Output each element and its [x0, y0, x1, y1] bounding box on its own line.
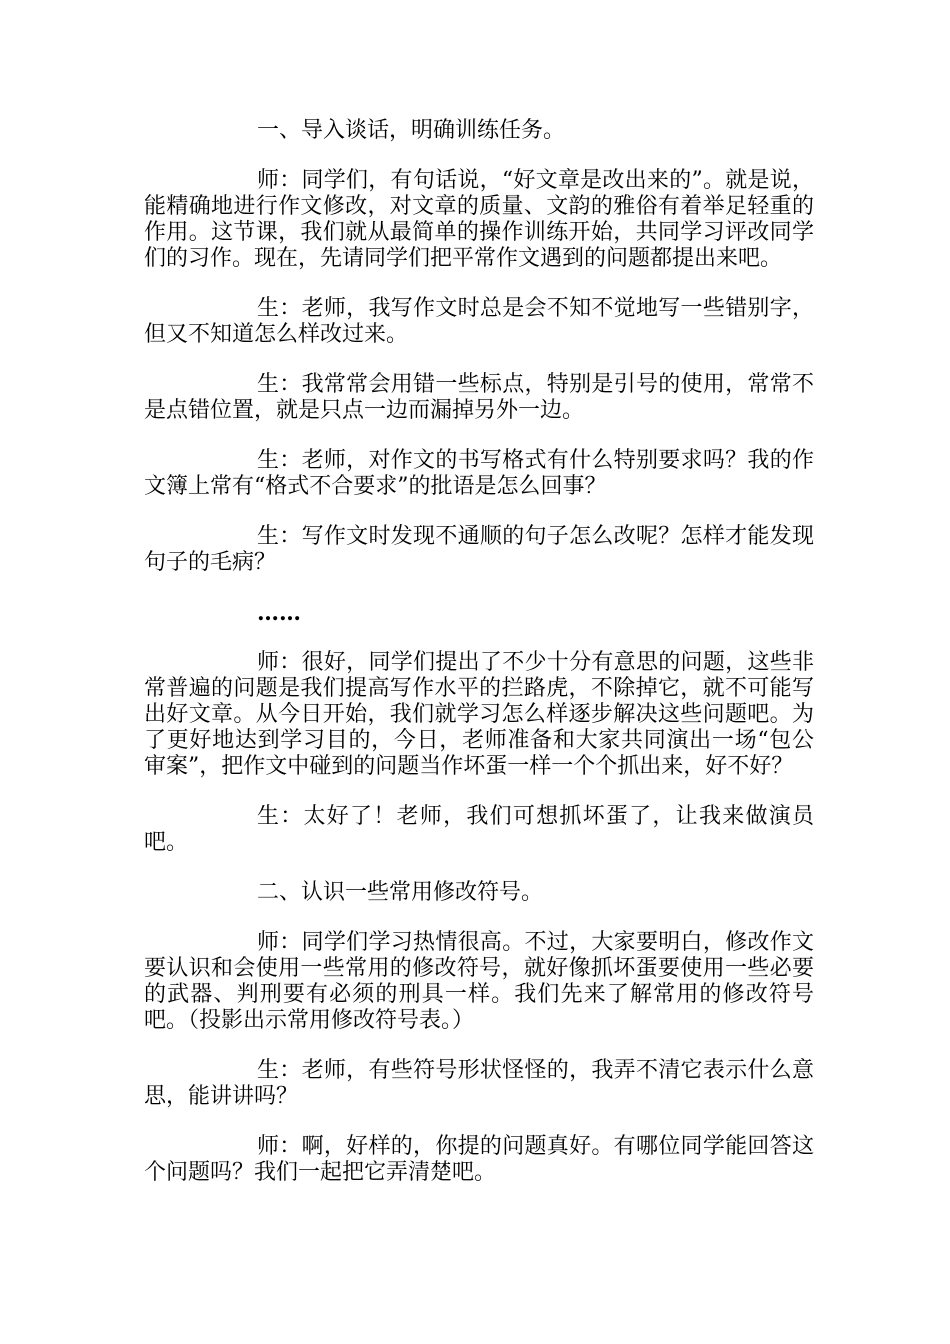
dialogue-paragraph: 生：太好了！老师，我们可想抓坏蛋了，让我来做演员吧。: [144, 804, 814, 855]
ellipsis: ……: [257, 600, 301, 626]
dialogue-paragraph: 生：老师，对作文的书写格式有什么特别要求吗？我的作文簿上常有“格式不合要求”的批语是怎么回事？: [144, 448, 814, 499]
dialogue-paragraph: 师：啊，好样的，你提的问题真好。有哪位同学能回答这个问题吗？我们一起把它弄清楚吧。: [144, 1134, 814, 1185]
dialogue-paragraph: 师：同学们学习热情很高。不过，大家要明白，修改作文要认识和会使用一些常用的修改符号，就好像抓坏蛋要使用一些必要的武器、判刑要有必须的刑具一样。我们先来了解常用的修改符号吧。（投影出示常用修改符号表。）: [144, 930, 814, 1033]
dialogue-paragraph: 师：很好，同学们提出了不少十分有意思的问题，这些非常普遍的问题是我们提高写作水平的拦路虎，不除掉它，就不可能写出好文章。从今日开始，我们就学习怎么样逐步解决这些问题吧。为了更好地达到学习目的，今日，老师准备和大家共同演出一场“包公审案”，把作文中碰到的问题当作坏蛋一样一个个抓出来，好不好？: [144, 650, 814, 779]
dialogue-paragraph: 生：我常常会用错一些标点，特别是引号的使用，常常不是点错位置，就是只点一边而漏掉另外一边。: [144, 372, 814, 423]
dialogue-paragraph: 生：老师，有些符号形状怪怪的，我弄不清它表示什么意思，能讲讲吗？: [144, 1058, 814, 1109]
dialogue-paragraph: 师：同学们，有句话说，“好文章是改出来的”。就是说，能精确地进行作文修改，对文章的质量、文韵的雅俗有着举足轻重的作用。这节课，我们就从最简单的操作训练开始，共同学习评改同学们的习作。现在，先请同学们把平常作文遇到的问题都提出来吧。: [144, 168, 814, 271]
section-heading-2: 二、认识一些常用修改符号。: [257, 880, 544, 905]
dialogue-paragraph: 生：写作文时发现不通顺的句子怎么改呢？怎样才能发现句子的毛病？: [144, 524, 814, 575]
section-heading-1: 一、导入谈话，明确训练任务。: [257, 118, 566, 143]
dialogue-paragraph: 生：老师，我写作文时总是会不知不觉地写一些错别字，但又不知道怎么样改过来。: [144, 296, 814, 347]
document-page: [144, 118, 814, 1210]
